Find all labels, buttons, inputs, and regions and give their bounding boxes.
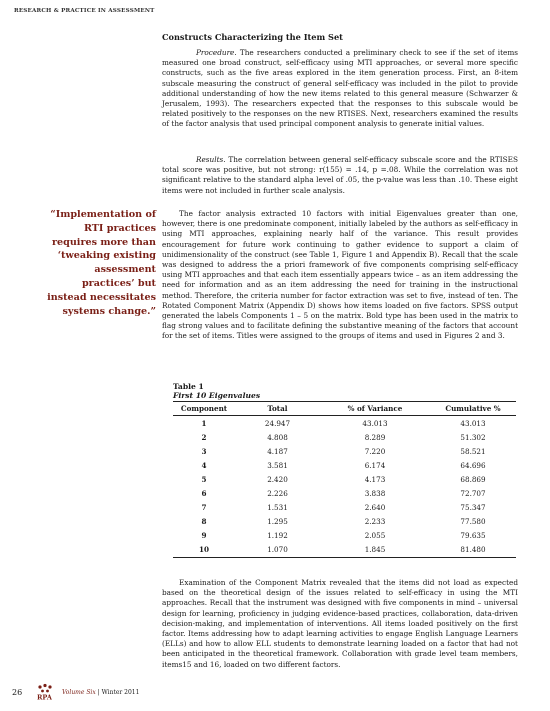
- cell-total: 1.531: [267, 503, 288, 513]
- cell-cumulative: 77.580: [460, 517, 486, 527]
- cell-total: 1.295: [267, 517, 288, 527]
- page-number: 26: [12, 688, 23, 697]
- cell-variance: 2.233: [364, 517, 386, 527]
- procedure-text: The researchers conducted a preliminary check to see if the set of items measured one broad construct, self-efficacy using MTI approaches, or several more specific constructs, such as the five areas explored in the item generation process. First, an 8-item subscale measuring the construct of general self-efficacy was included in the pilot to provide additional understanding of how the new items related to this general measure (Schwarzer & Jerusalem, 1993). The researchers expected that the responses to this subscale would be related positively to the responses on the new RTISES. Next, researchers examined the results of the factor analysis that used principal component analysis to generate initial values.: [162, 48, 518, 129]
- cell-total: 1.192: [267, 531, 288, 541]
- cell-variance: 4.173: [364, 474, 386, 484]
- cell-total: 24.947: [264, 418, 291, 428]
- cell-variance: 2.640: [364, 503, 386, 513]
- procedure-lead: Procedure.: [196, 48, 237, 57]
- rpa-logo: [36, 683, 58, 701]
- cell-component: 10: [173, 543, 235, 558]
- cell-cumulative: 43.013: [460, 418, 486, 428]
- cell-component: 1: [201, 418, 207, 428]
- results-lead: Results.: [196, 155, 226, 164]
- table-row: [173, 458, 516, 472]
- logo-text: RPA: [37, 693, 52, 701]
- cell-total: 3.581: [267, 460, 288, 470]
- cell-cumulative: 68.869: [460, 474, 486, 484]
- footer-separator: |: [95, 689, 102, 696]
- cell-component: 8: [201, 517, 207, 527]
- cell-variance: 1.845: [320, 543, 430, 558]
- cell-cumulative: 81.480: [430, 543, 516, 558]
- procedure-paragraph: [162, 48, 518, 130]
- cell-total: 1.070: [235, 543, 320, 558]
- cell-cumulative: 51.302: [460, 432, 486, 442]
- cell-component: 9: [201, 531, 207, 541]
- eigenvalue-table: [173, 382, 516, 558]
- table-row: [173, 501, 516, 515]
- eigenvalue-grid: [173, 401, 516, 558]
- cell-variance: 2.055: [364, 531, 386, 541]
- cell-component: 2: [201, 432, 207, 442]
- cell-variance: 8.289: [364, 432, 386, 442]
- cell-cumulative: 75.347: [460, 503, 486, 513]
- page-footer: [12, 683, 212, 703]
- running-head: RESEARCH & PRACTICE IN ASSESSMENT: [14, 8, 155, 14]
- cell-total: 4.808: [267, 432, 288, 442]
- cell-cumulative: 64.696: [460, 460, 486, 470]
- cell-cumulative: 72.707: [460, 489, 486, 499]
- cell-component: 4: [201, 460, 207, 470]
- cell-component: 7: [201, 503, 207, 513]
- cell-total: 4.187: [267, 446, 288, 456]
- table-title: Table 1: [173, 382, 204, 391]
- factor-analysis-paragraph: The factor analysis extracted 10 factors with initial Eigenvalues greater than one, however, there is one predominate component, initially labeled by the authors as self-efficacy in using MTI approaches, explaining nearly half of the variance. This result provides encouragement for future work continuing to gather evidence to support a claim of unidimensionality of the construct (see Table 1, Figure 1 and Appendix B). Recall that the scale was designed to address the a priori framework of five components comprising self-efficacy using MTI approaches and that each item essentially appears twice – as an item addressing the need for information and as an item addressing the need for training in the instructional method. Therefore, the criteria number for factor extraction was set to five, instead of ten. The Rotated Component Matrix (Appendix D) shows how items loaded on five factors. SPSS output generated the labels Components 1 – 5 on the matrix. Bold type has been used in the matrix to flag strong values and to facilitate defining the substantive meaning of the factors that account for the set of items. Titles were assigned to the groups of items and used in Figures 2 and 3.: [162, 209, 518, 341]
- results-text: The correlation between general self-efficacy subscale score and the RTISES total score was positive, but not strong: r(155) = .14, p =.08. While the correlation was not significant relative to the standard alpha level of .05, the p-value was less than .10. These eight items were not included in further scale analysis.: [162, 155, 518, 195]
- results-paragraph: [162, 155, 518, 196]
- cell-variance: 43.013: [362, 418, 388, 428]
- cell-variance: 6.174: [364, 460, 386, 470]
- cell-total: 2.420: [267, 474, 288, 484]
- cell-cumulative: 58.521: [460, 446, 486, 456]
- table-row: [173, 430, 516, 444]
- header-cumulative: Cumulative %: [430, 402, 516, 416]
- header-component: Component: [173, 402, 235, 416]
- table-row: [173, 472, 516, 486]
- cell-variance: 7.220: [364, 446, 386, 456]
- rpa-logo-icon: [36, 683, 58, 701]
- cell-total: 2.226: [267, 489, 288, 499]
- footer-season: Winter 2011: [101, 689, 140, 696]
- pull-quote: “Implementation of RTI practices requires more than ‘tweaking existing assessment practices’ but instead necessitates systems change.”: [47, 209, 156, 317]
- cell-cumulative: 79.635: [460, 531, 486, 541]
- cell-component: 5: [201, 474, 207, 484]
- cell-component: 6: [201, 489, 207, 499]
- table-subtitle: First 10 Eigenvalues: [173, 391, 261, 400]
- table-row: [173, 486, 516, 500]
- section-title: Constructs Characterizing the Item Set: [162, 32, 343, 42]
- table-row: [173, 416, 516, 431]
- header-total: Total: [235, 402, 320, 416]
- component-matrix-paragraph: Examination of the Component Matrix revealed that the items did not load as expected based on the theoretical design of the issues related to self-efficacy in using the MTI approaches. Recall that the instrument was designed with five components in mind – universal design for learning, proficiency in judging evidence-based practices, collaboration, data-driven decision-making, and implementation of interventions. All items loaded positively on the first factor. Items addressing how to adapt learning activities to engage English Language Learners (ELLs) and how to allow ELL students to demonstrate learning loaded on a factor that had not been anticipated in the theoretical framework. Collaboration with grade level team members, items15 and 16, loaded on two different factors.: [162, 578, 518, 669]
- footer-issue: [62, 689, 139, 696]
- table-header-row: [173, 402, 516, 416]
- table-row: [173, 543, 516, 558]
- header-variance: % of Variance: [320, 402, 430, 416]
- table-row: [173, 515, 516, 529]
- table-row: [173, 529, 516, 543]
- cell-variance: 3.838: [364, 489, 386, 499]
- cell-component: 3: [201, 446, 207, 456]
- table-row: [173, 444, 516, 458]
- footer-volume: Volume Six: [62, 689, 96, 696]
